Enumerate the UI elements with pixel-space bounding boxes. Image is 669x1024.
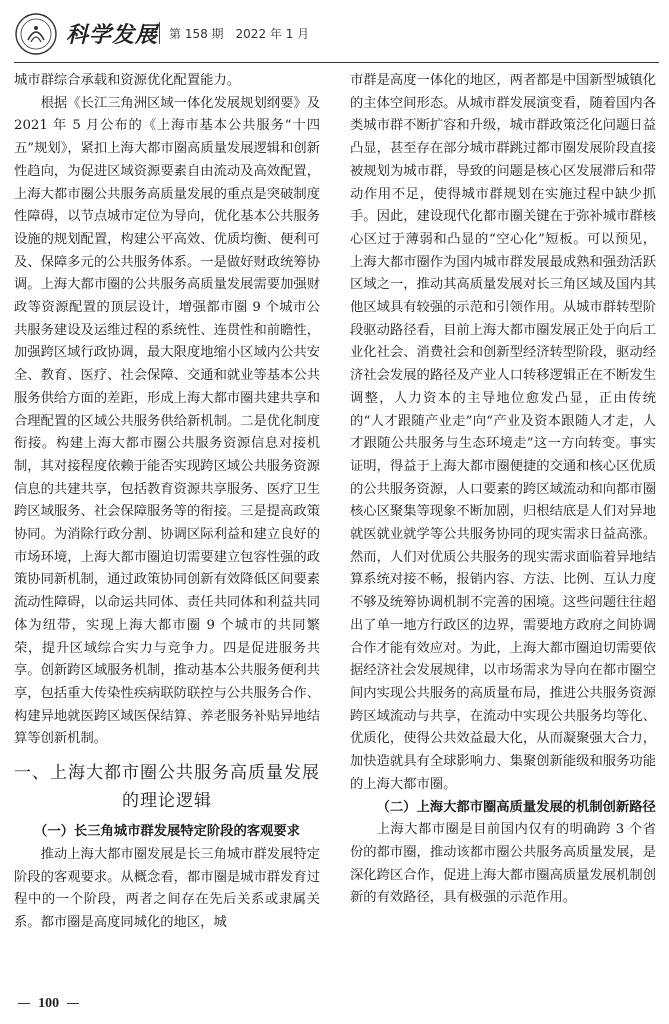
circular-emblem-icon bbox=[14, 12, 58, 56]
paragraph: 城市群综合承载和资源优化配置能力。 bbox=[14, 73, 241, 88]
header-separator bbox=[159, 22, 160, 44]
header-rule bbox=[14, 62, 659, 63]
issue-info: 第 158 期 2022 年 1 月 bbox=[169, 27, 310, 41]
paragraph: 市群是高度一体化的地区，两者都是中国新型城镇化的主体空间形态。从城市群发展演变看，随着国内各类城市群不断扩容和升级，城市群政策泛化问题日益凸显，甚至存在部分城市群跳过都市圈发展阶段直接被规划为城市群，导致的问题是核心区发展滞后和带动作用不足，使得城市群规划在实施过程中缺少抓手。因此，建设现代化都市圈关键在于弥补城市群核心区过于薄弱和凸显的“空心化”短板。可以预见，上海大都市圈作为国内城市群发展最成熟和强劲活跃区域之一，推动其高质量发展对长三角区域及国内其他区域具有较强的示范和引领作用。从城市群转型阶段驱动路径看，目前上海大都市圈发展正处于向后工业化社会、消费社会和创新型经济转型阶段，驱动经济社会发展的路径及产业人口转移逻辑正在不断发生调整，人力资本的主导地位愈发凸显，正由传统的“人才跟随产业走”向“产业及资本跟随人才走，人才跟随公共服务与生态环境走”这一方向转变。事实证明，得益于上海大都市圈便捷的交通和核心区优质的公共服务资源，人口要素的跨区域流动和向都市圈核心区聚集等现象不断加剧，归根结底是人们对异地就医就业就学等公共服务协同的现实需求日益高涨。然而，人们对优质公共服务的现实需求面临着异地结算系统对接不畅，报销内容、方法、比例、互认力度不够及统筹协调机制不完善的困境。这些问题往往超出了单一地方行政区的边界，需要地方政府之间协调合作才能有效应对。为此，上海大都市圈迫切需要依据经济社会发展规律，以市场需求为导向在都市圈空间内实现公共服务的高质量布局，推进公共服务资源跨区域流动与共享，在流动中实现公共服务均等化、优质化，使得公共效益最大化，从而凝聚强大合力，加快造就具有全球影响力、集聚创新能级和服务功能的上海大都市圈。 bbox=[350, 73, 656, 792]
paragraph: 推动上海大都市圈发展是长三角城市群发展特定阶段的客观要求。从概念看，都市圈是城市群发育过程中的一个阶段，两者之间存在先后关系或隶属关系。都市圈是高度同城化的地区，城 bbox=[14, 846, 320, 930]
footer-dash bbox=[67, 1003, 79, 1004]
section-heading: 一、上海大都市圈公共服务高质量发展的理论逻辑 bbox=[14, 763, 320, 812]
left-column bbox=[14, 70, 320, 935]
footer-dash bbox=[18, 1003, 30, 1004]
page-footer bbox=[14, 996, 83, 1012]
journal-title: 科学发展 bbox=[66, 22, 159, 48]
page-header bbox=[14, 8, 659, 58]
subsection-heading: （一）长三角城市群发展特定阶段的客观要求 bbox=[34, 824, 300, 840]
subsection-heading: （二）上海大都市圈高质量发展的机制创新路径 bbox=[376, 799, 656, 815]
right-column bbox=[350, 70, 656, 910]
page-number: 100 bbox=[38, 996, 60, 1011]
paragraph: 根据《长江三角洲区域一体化发展规划纲要》及 2021 年 5 月公布的《上海市基本公共服务“十四五”规划》，紧扣上海大都市圈高质量发展逻辑和创新性趋向，为促进区域资源要素自由流动及高效配置，上海大都市圈公共服务高质量发展的重点是突破制度性障碍，以节点城市定位为导向，优化基本公共服务设施的规划配置，构建公平高效、优质均衡、便利可及、保障多元的公共服务体系。一是做好财政统筹协调。上海大都市圈的公共服务高质量发展需要加强财政等资源配置的顶层设计，增强都市圈 9 个城市公共服务建设及运维过程的系统性、连贯性和前瞻性，加强跨区域行政协调，最大限度地缩小区域内公共安全、教育、医疗、社会保障、交通和就业等基本公共服务供给方面的差距，形成上海大都市圈共建共享和合理配置的区域公共服务供给新机制。二是优化制度衔接。构建上海大都市圈公共服务资源信息对接机制，其对接程度依赖于能否实现跨区域公共服务资源信息的共建共享，包括教育资源共享服务、医疗卫生跨区域服务、社会保障服务等的衔接。三是提高政策协同。为消除行政分割、协调区际利益和建立良好的市场环境，上海大都市圈迫切需要建立包容性强的政策协同新机制，通过政策协同创新有效降低区间要素流动性障碍，以命运共同体、责任共同体和利益共同体为纽带，实现上海大都市圈 9 个城市的共同繁荣，提升区域综合实力与竞争力。四是促进服务共享。创新跨区域服务机制，推动基本公共服务便利共享，包括重大传染性疾病联防联控与公共服务合作、构建异地就医跨区域医保结算、养老服务补贴异地结算等创新机制。 bbox=[14, 95, 320, 747]
paragraph: 上海大都市圈是目前国内仅有的明确跨 3 个省份的都市圈，推动该都市圈公共服务高质量发展，是深化跨区合作，促进上海大都市圈高质量发展机制创新的有效路径，具有极强的示范作用。 bbox=[350, 822, 656, 906]
